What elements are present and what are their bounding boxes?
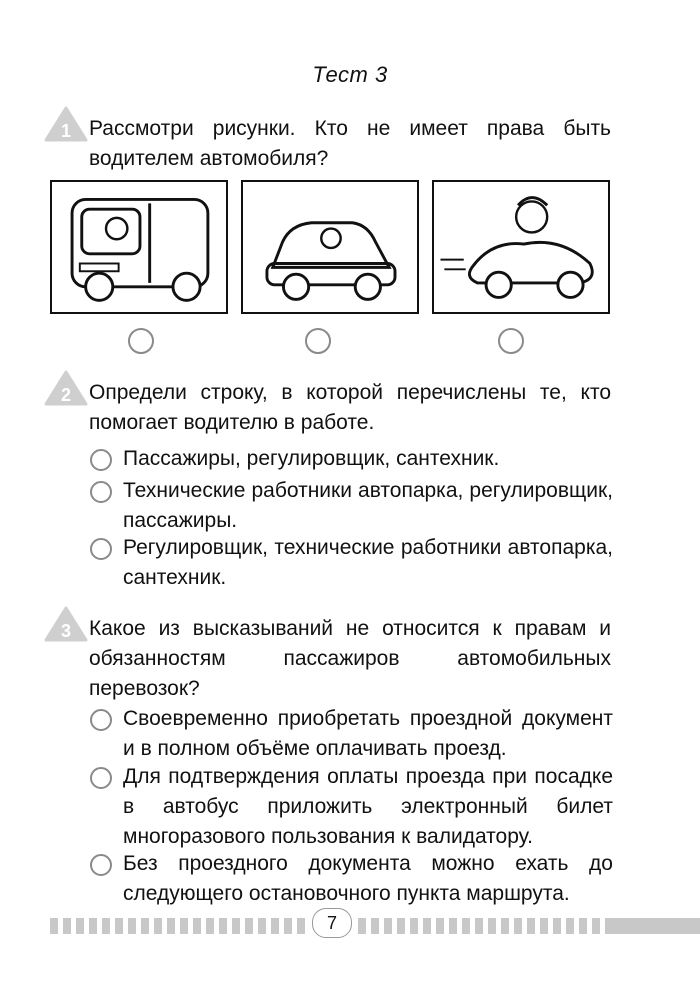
question-1-badge [44,106,88,142]
question-3-badge [44,606,88,642]
q3-option-2-radio[interactable] [90,767,112,789]
question-3-number: 3 [60,621,72,641]
test-title: Тест 3 [312,62,388,87]
question-2-number: 2 [60,385,72,405]
answer-radio-2[interactable] [305,328,331,354]
q2-option-3-radio[interactable] [90,538,112,560]
q2-option-1-text: Пассажиры, регулировщик, сантехник. [123,447,500,470]
old-man-in-race-car-picture [432,180,610,314]
car-icon [243,182,417,312]
q3-option-2-text: Для подтверждения оплаты проезда при посадке в автобус приложить электронный билет многоразового пользования к валидатору. [123,765,613,848]
truck-icon [52,182,226,312]
page-footer [0,908,700,942]
q3-option-1-text: Своевременно приобретать проездной документ и в полном объёме оплачивать проезд. [123,707,613,760]
answer-radio-1[interactable] [128,328,154,354]
q2-option-3-text: Регулировщик, технические работники автопарка, сантехник. [123,536,613,589]
question-1-pictures [50,180,610,314]
q3-option-3-radio[interactable] [90,854,112,876]
answer-radio-3[interactable] [498,328,524,354]
q3-option-1-radio[interactable] [90,709,112,731]
child-in-car-picture [241,180,419,314]
footer-bar-right [608,918,700,934]
truck-driver-picture [50,180,228,314]
q2-option-2-text: Технические работники автопарка, регулировщик, пассажиры. [123,479,613,532]
footer-stripes-left [50,918,306,934]
race-car-icon [434,182,608,312]
q3-option-3-text: Без проездного документа можно ехать до следующего остановочного пункта маршрута. [123,852,613,905]
question-2-text: Определи строку, в которой перечислены те, кто помогает водителю в работе. [89,381,611,434]
question-1-number: 1 [60,121,72,141]
question-3-text: Какое из высказываний не относится к правам и обязанностям пассажиров автомобильных перевозок? [89,617,611,700]
question-2-badge [44,370,88,406]
page-number: 7 [312,908,352,938]
q2-option-2-radio[interactable] [90,481,112,503]
q2-option-1-radio[interactable] [90,449,112,471]
question-1-text: Рассмотри рисунки. Кто не имеет права быть водителем автомобиля? [89,117,611,170]
